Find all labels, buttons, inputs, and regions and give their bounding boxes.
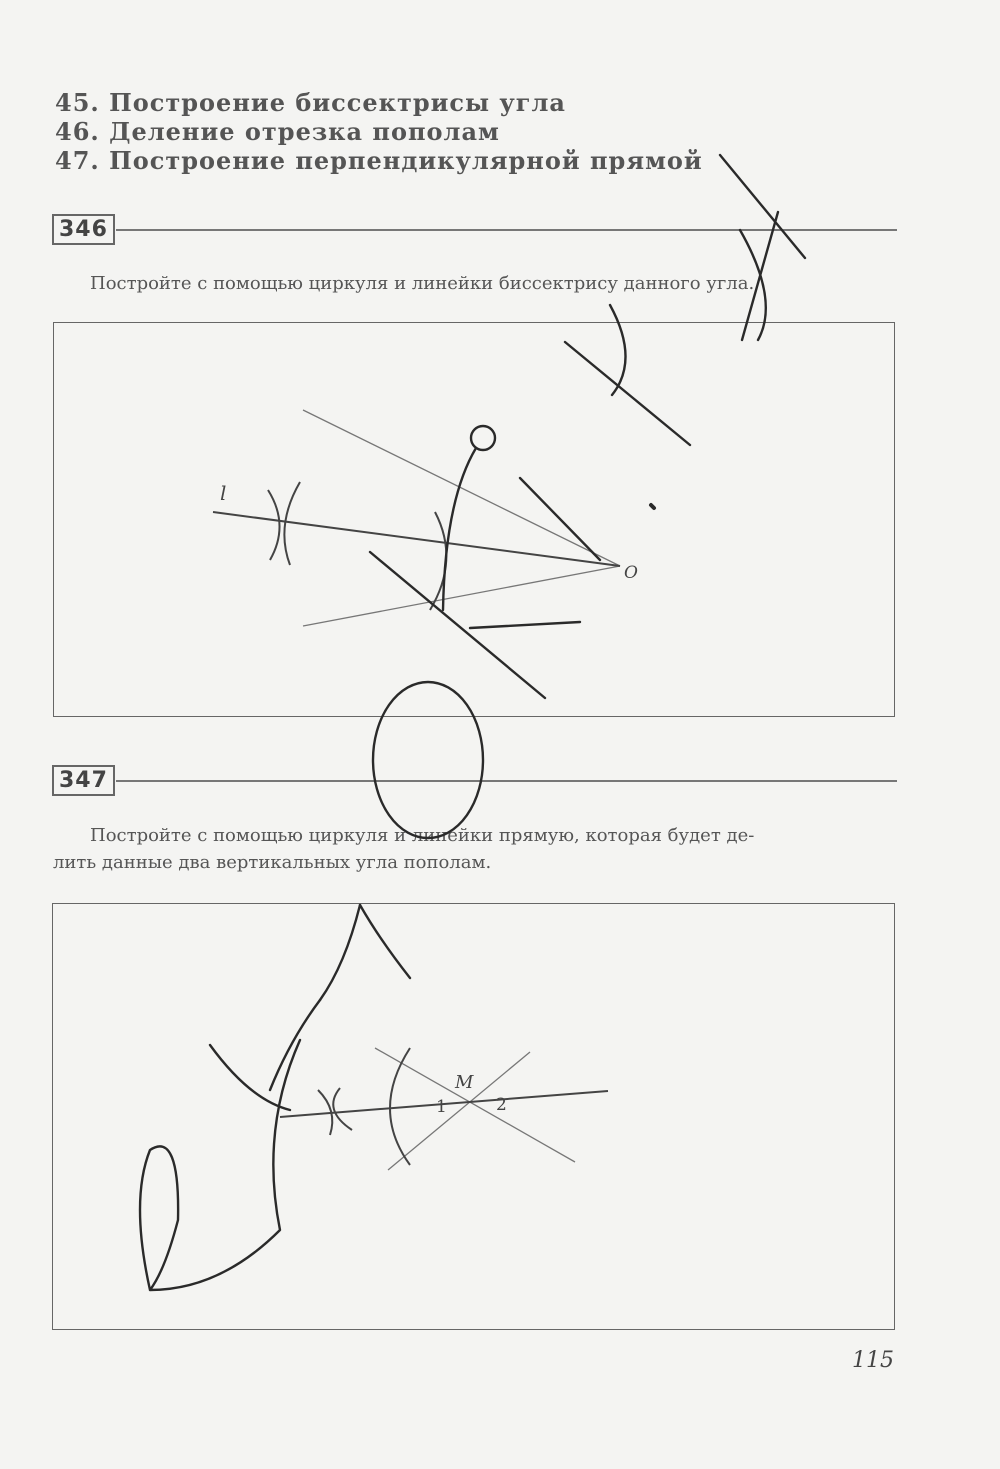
line-ab	[375, 1048, 575, 1162]
figure-346	[213, 410, 638, 626]
task-346-text: Постройте с помощью циркуля и линейки биссектрису данного угла.	[90, 273, 755, 294]
compass-arc	[333, 1088, 352, 1130]
heading-45: 45. Построение биссектрисы угла	[55, 88, 566, 117]
task-347-text-line1: Постройте с помощью циркуля и линейки прямую, которая будет де-	[90, 825, 755, 846]
page-number: 115	[852, 1348, 894, 1373]
label-2: 2	[496, 1095, 507, 1115]
label-m: M	[455, 1072, 474, 1093]
line-cd	[388, 1052, 530, 1170]
angle-ray-lower	[303, 566, 620, 626]
label-1: 1	[436, 1097, 447, 1117]
task-347-number: 347	[52, 765, 115, 796]
bisector-line-l	[213, 512, 620, 566]
task-347-text-line2: лить данные два вертикальных угла пополам.	[53, 852, 492, 873]
angle-ray-upper	[303, 410, 620, 566]
label-l: l	[220, 481, 227, 505]
heading-47: 47. Построение перпендикулярной прямой	[55, 146, 703, 175]
heading-46: 46. Деление отрезка пополам	[55, 117, 500, 146]
figure-347	[280, 1048, 608, 1170]
task-346-number: 346	[52, 214, 115, 245]
handwritten-signature-watermark	[140, 155, 805, 1290]
label-o: O	[624, 563, 638, 583]
compass-arc	[268, 490, 280, 560]
